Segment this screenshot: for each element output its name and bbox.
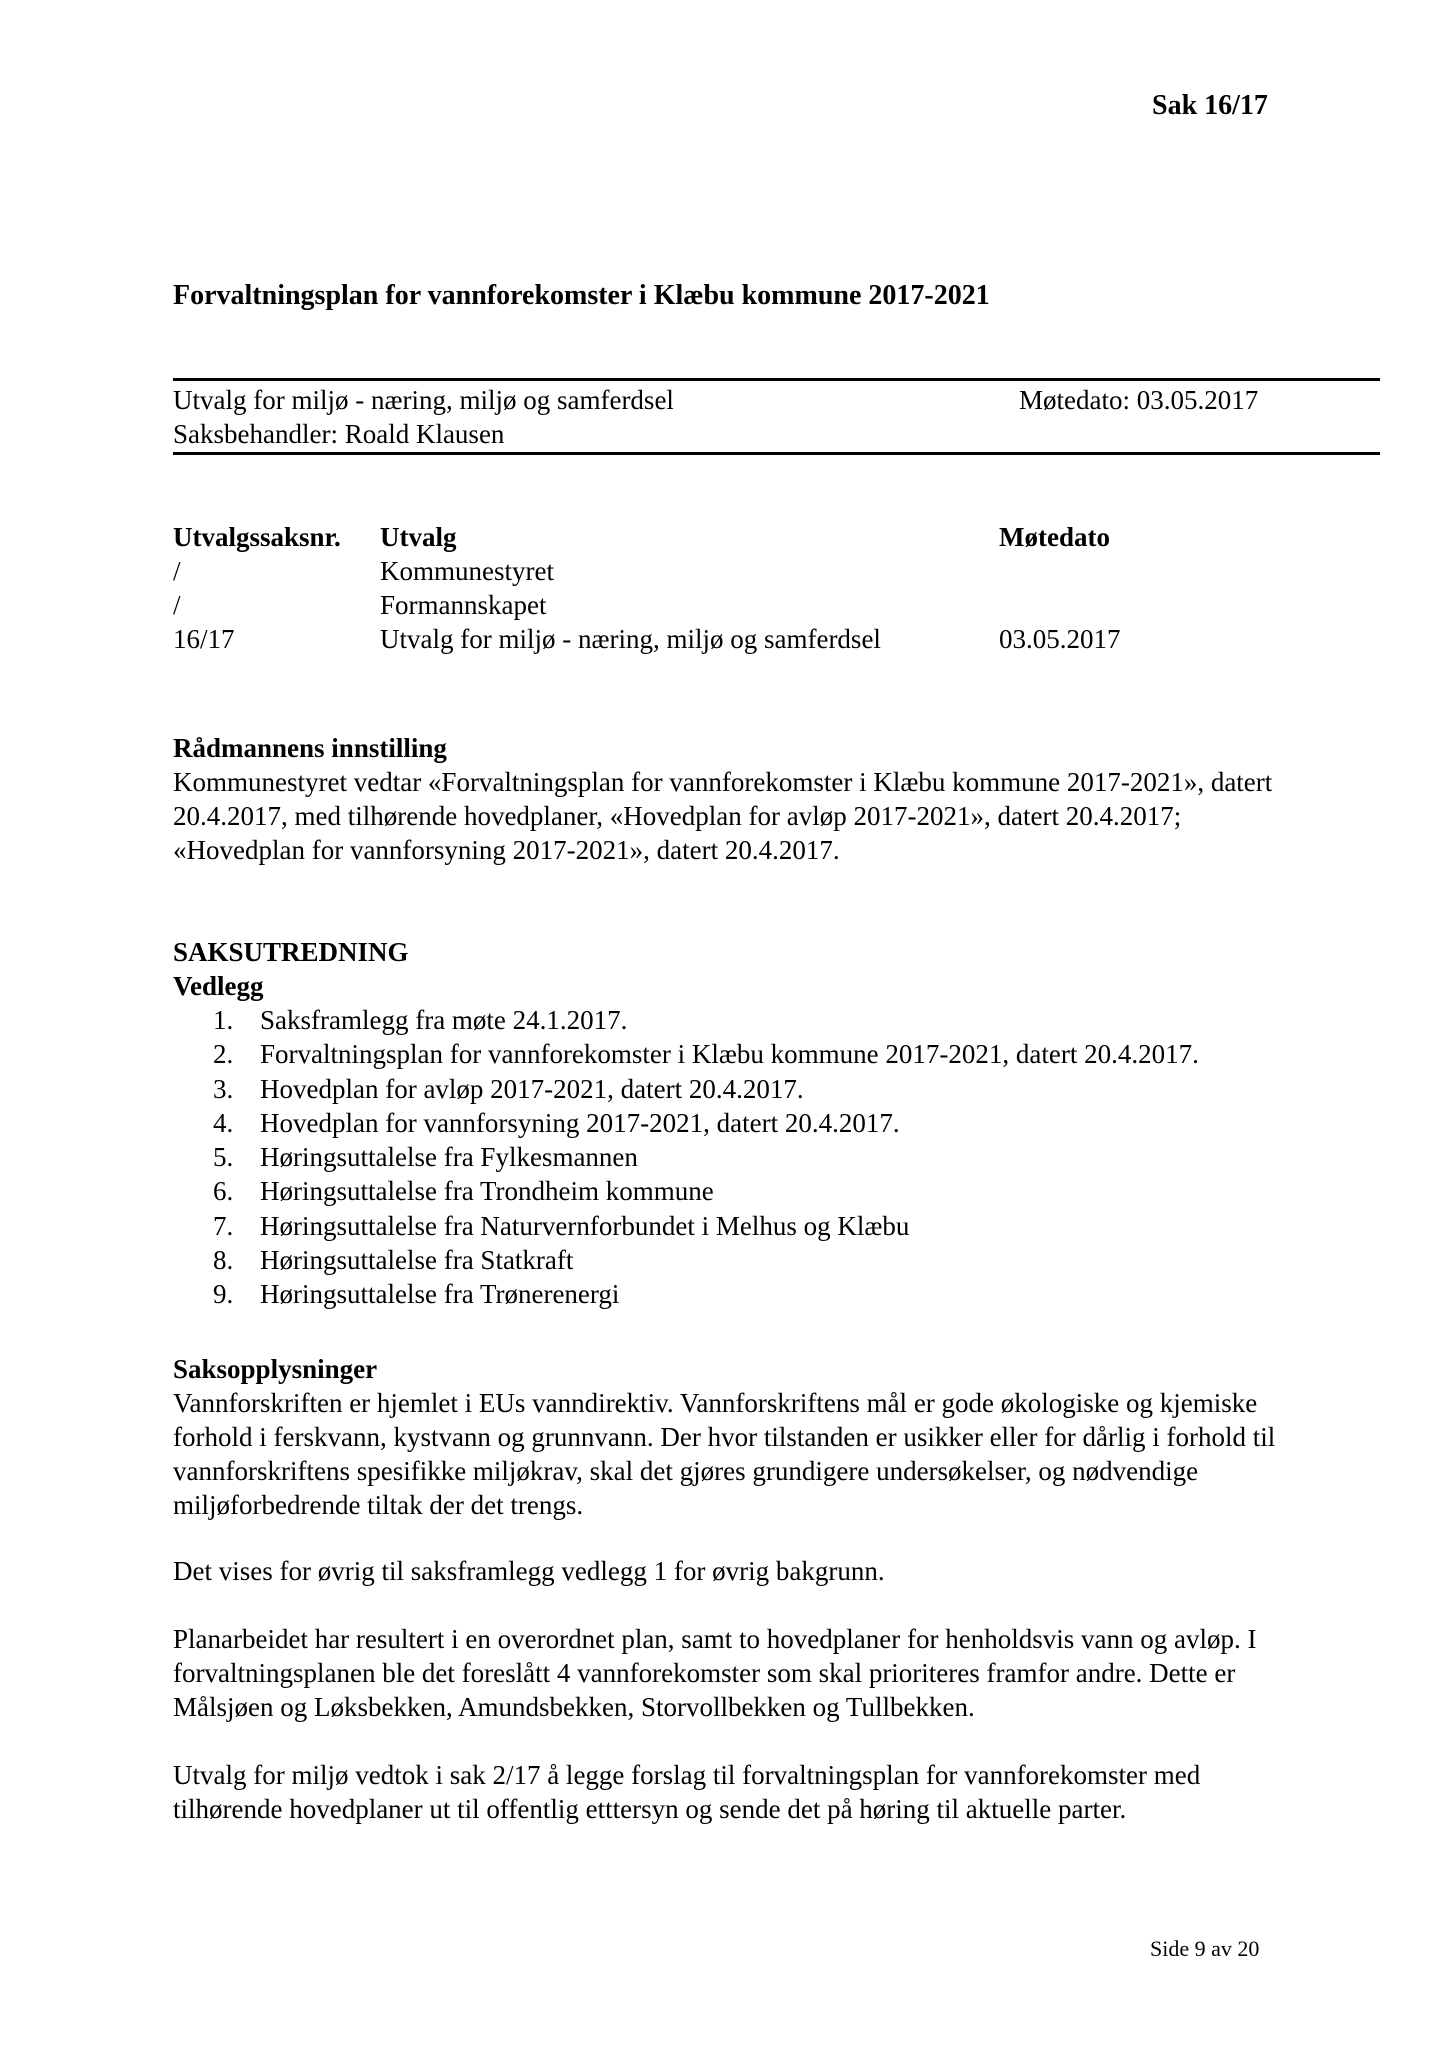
header-case-no: Utvalgssaksnr. — [173, 522, 341, 552]
attachments-heading: Vedlegg — [173, 971, 264, 1001]
top-rule — [173, 378, 1380, 381]
list-number: 7. — [213, 1210, 234, 1241]
attachment-text: Høringsuttalelse fra Trondheim kommune — [260, 1176, 714, 1207]
recommendation-section — [173, 731, 1293, 867]
list-number: 5. — [213, 1142, 234, 1173]
header-meeting-date: Møtedato — [999, 522, 1110, 552]
list-number: 9. — [213, 1279, 234, 1310]
list-number: 1. — [213, 1005, 234, 1035]
saksutredning-heading: SAKSUTREDNING — [173, 937, 409, 967]
case-number: Sak 16/17 — [1152, 90, 1268, 121]
case-officer: Saksbehandler: Roald Klausen — [173, 419, 505, 449]
cell-meeting-date: 03.05.2017 — [999, 624, 1121, 654]
body-paragraph: Det vises for øvrig til saksframlegg vedlegg 1 for øvrig bakgrunn. — [173, 1556, 885, 1586]
recommendation-heading: Rådmannens innstilling — [173, 733, 447, 763]
cell-case-no: / — [173, 590, 181, 620]
list-number: 8. — [213, 1245, 234, 1276]
attachment-text: Høringsuttalelse fra Naturvernforbundet i Melhus og Klæbu — [260, 1210, 910, 1241]
committee-name: Utvalg for miljø - næring, miljø og samferdsel — [173, 385, 674, 415]
meeting-date: Møtedato: 03.05.2017 — [1019, 385, 1259, 415]
cell-committee: Formannskapet — [380, 590, 547, 620]
attachment-text: Hovedplan for vannforsyning 2017-2021, datert 20.4.2017. — [260, 1107, 900, 1138]
case-table-header — [173, 520, 1173, 554]
cell-case-no: 16/17 — [173, 624, 235, 654]
body-paragraph: Vannforskriften er hjemlet i EUs vanndirektiv. Vannforskriftens mål er gode økologiske og kjemiske forhold i ferskvann, kystvann og grunnvann. Der hvor tilstanden er usikker eller for dårlig i forhold til vannforskriftens spesifikke miljøkrav, skal det gjøres grundigere undersøkelser, og nødvendige miljøforbedrende tiltak der det trengs. — [173, 1388, 1276, 1521]
body-paragraph: Planarbeidet har resultert i en overordnet plan, samt to hovedplaner for henholdsvis vann og avløp. I forvaltningsplanen ble det foreslått 4 vannforekomster som skal prioriteres framfor andre. Dette er Målsjøen og Løksbekken, Amundsbekken, Storvollbekken og Tullbekken. — [173, 1624, 1257, 1723]
cell-committee: Utvalg for miljø - næring, miljø og samferdsel — [380, 624, 881, 654]
attachment-text: Hovedplan for avløp 2017-2021, datert 20.4.2017. — [260, 1073, 804, 1104]
case-table — [173, 520, 1173, 656]
attachment-text: Forvaltningsplan for vannforekomster i Klæbu kommune 2017-2021, datert 20.4.2017. — [260, 1039, 1199, 1070]
page-number: Side 9 av 20 — [1150, 1936, 1260, 1961]
attachment-text: Høringsuttalelse fra Trønerenergi — [260, 1279, 620, 1310]
attachment-text: Høringsuttalelse fra Statkraft — [260, 1245, 574, 1276]
attachment-text: Saksframlegg fra møte 24.1.2017. — [260, 1005, 628, 1035]
table-row — [173, 588, 1173, 622]
cell-case-no: / — [173, 556, 181, 586]
bottom-rule — [173, 452, 1380, 455]
document-title: Forvaltningsplan for vannforekomster i Klæbu kommune 2017-2021 — [173, 280, 990, 311]
header-committee: Utvalg — [380, 522, 457, 552]
attachment-text: Høringsuttalelse fra Fylkesmannen — [260, 1142, 638, 1173]
list-number: 2. — [213, 1039, 234, 1070]
body-paragraph: Utvalg for miljø vedtok i sak 2/17 å legge forslag til forvaltningsplan for vannforekomster med tilhørende hovedplaner ut til offentlig etttersyn og sende det på høring til aktuelle parter. — [173, 1760, 1201, 1825]
list-number: 4. — [213, 1107, 234, 1138]
cell-committee: Kommunestyret — [380, 556, 554, 586]
recommendation-text: Kommunestyret vedtar «Forvaltningsplan for vannforekomster i Klæbu kommune 2017-2021», datert 20.4.2017, med tilhørende hovedplaner, «Hovedplan for avløp 2017-2021», datert 20.4.2017; «Hovedplan for vannforsyning 2017-2021», datert 20.4.2017. — [173, 767, 1273, 866]
list-number: 6. — [213, 1176, 234, 1207]
table-row — [173, 554, 1173, 588]
list-number: 3. — [213, 1073, 234, 1104]
table-row — [173, 622, 1173, 656]
case-info-heading: Saksopplysninger — [173, 1354, 378, 1384]
